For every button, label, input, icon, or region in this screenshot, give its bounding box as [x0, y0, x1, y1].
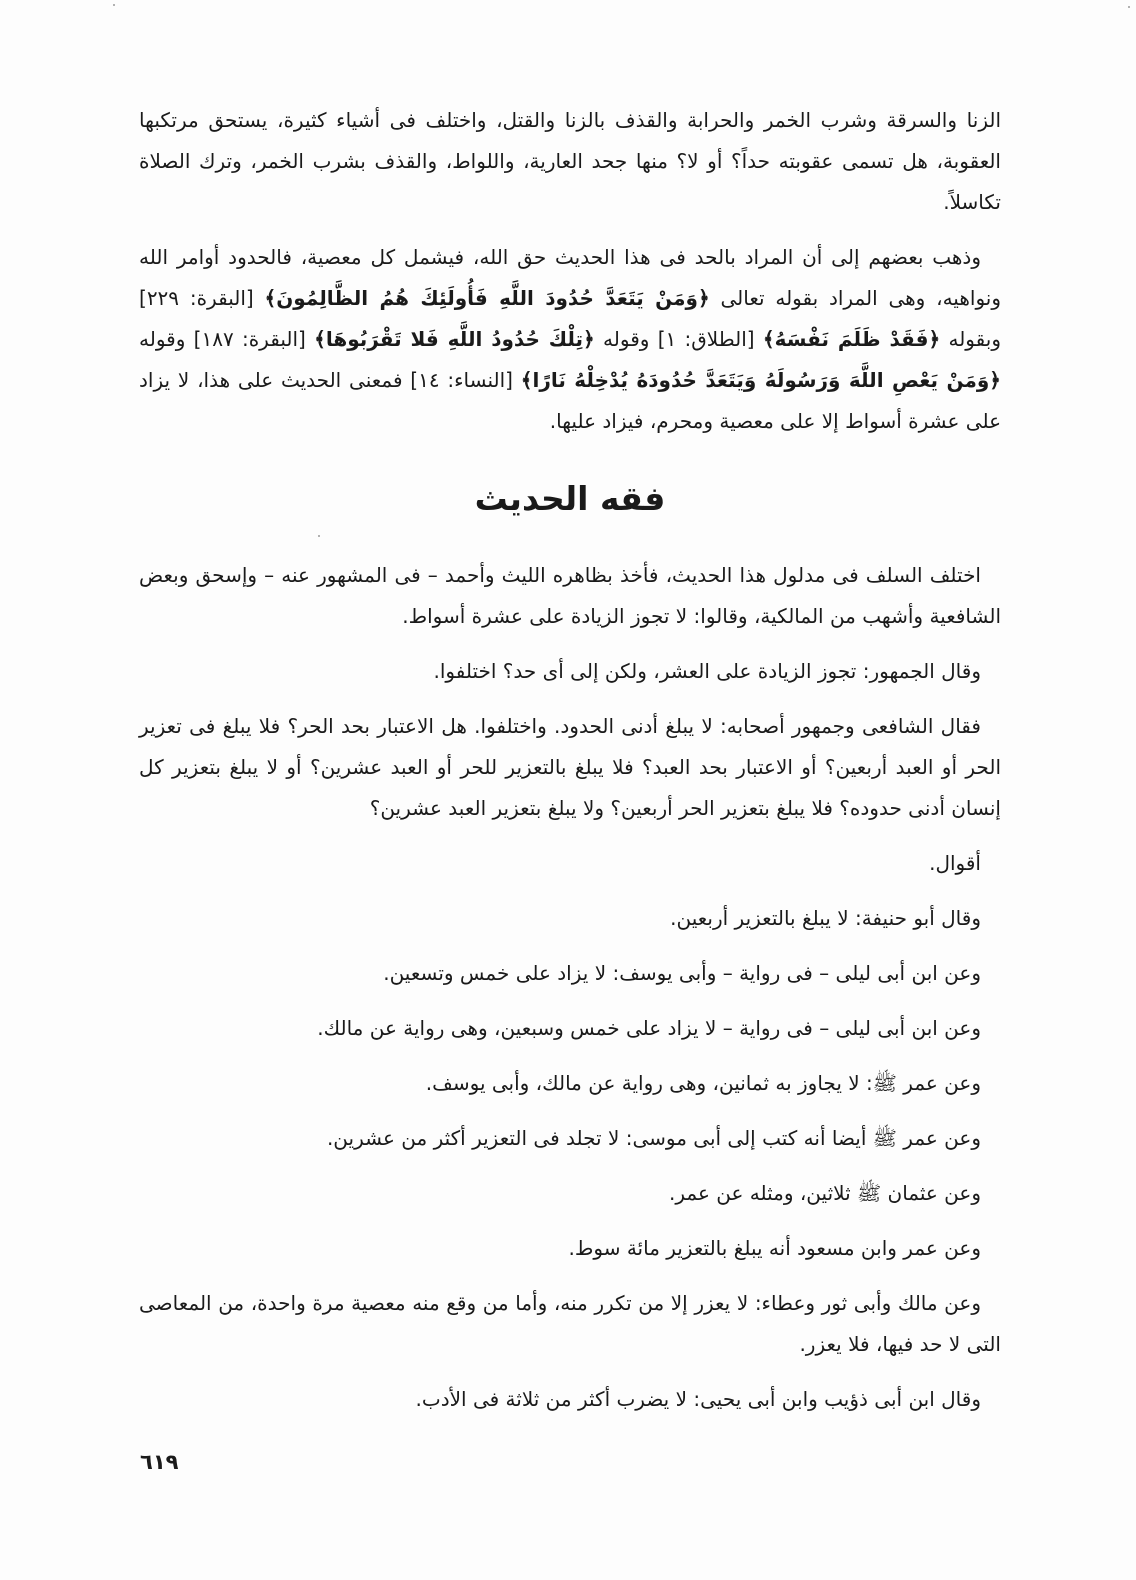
quran-verse: ﴿تِلْكَ حُدُودُ اللَّهِ فَلا تَقْرَبُوهَا﴾ [314, 327, 595, 351]
intro-text: [الطلاق: ١] وقوله [594, 327, 763, 351]
fiqh-paragraph: وعن ابن أبى ليلى – فى رواية – وأبى يوسف: لا يزاد على خمس وتسعين. [383, 961, 981, 985]
scan-speck [1128, 6, 1130, 8]
fiqh-paragraph: وقال ابن أبى ذؤيب وابن أبى يحيى: لا يضرب أكثر من ثلاثة فى الأدب. [415, 1387, 981, 1411]
intro-paragraph-2 [139, 237, 1001, 442]
fiqh-paragraph: وعن عمر ﷺ أيضا أنه كتب إلى أبى موسى: لا تجلد فى التعزير أكثر من عشرين. [326, 1126, 981, 1150]
intro-text: [البقرة: ٢٢٩] وبقوله [139, 286, 1001, 351]
scan-speck [113, 4, 115, 6]
fiqh-paragraph: وعن ابن أبى ليلى – فى رواية – لا يزاد على خمس وسبعين، وهى رواية عن مالك. [317, 1016, 981, 1040]
fiqh-section [139, 555, 1001, 1434]
quran-verse: ﴿وَمَنْ يَعْصِ اللَّهَ وَرَسُولَهُ وَيَتَعَدَّ حُدُودَهُ يُدْخِلْهُ نَارًا﴾ [520, 368, 1001, 392]
page-number: ٦١٩ [140, 1450, 179, 1474]
intro-text: وذهب بعضهم إلى أن المراد بالحد فى هذا الحديث حق الله، فيشمل كل معصية، فالحدود أوامر الله ونواهيه، وهى المراد بقوله تعالى [139, 245, 1001, 310]
intro-text: [البقرة: ١٨٧] وقوله [139, 327, 315, 351]
section-heading: فقه الحديث [474, 479, 666, 518]
intro-text: [النساء: ١٤] فمعنى الحديث على هذا، لا يزاد على عشرة أسواط إلا على معصية ومحرم، فيزاد عليها. [139, 368, 1001, 433]
scan-speck [318, 535, 320, 537]
quran-verse: ﴿فَقَدْ ظَلَمَ نَفْسَهُ﴾ [762, 327, 941, 351]
fiqh-paragraph: وقال الجمهور: تجوز الزيادة على العشر، ولكن إلى أى حد؟ اختلفوا. [433, 659, 981, 683]
fiqh-paragraph: وعن مالك وأبى ثور وعطاء: لا يعزر إلا من تكرر منه، وأما من وقع منه معصية مرة واحدة، من المعاصى التى لا حد فيها، فلا يعزر. [139, 1291, 1001, 1356]
fiqh-paragraph: وعن عمر ﷺ: لا يجاوز به ثمانين، وهى رواية عن مالك، وأبى يوسف. [425, 1071, 981, 1095]
fiqh-paragraph: وقال أبو حنيفة: لا يبلغ بالتعزير أربعين. [670, 906, 981, 930]
fiqh-paragraph: وعن عثمان ﷺ ثلاثين، ومثله عن عمر. [668, 1181, 981, 1205]
fiqh-paragraph: أقوال. [929, 851, 981, 875]
fiqh-paragraph: فقال الشافعى وجمهور أصحابه: لا يبلغ أدنى الحدود. واختلفوا. هل الاعتبار بحد الحر؟ فلا يبلغ فى تعزير الحر أو العبد أربعين؟ أو الاعتبار بحد العبد؟ فلا يبلغ بالتعزير للحر أو العبد عشرين؟ أو لا يبلغ بتعزير كل إنسان أدنى حدوده؟ فلا يبلغ بتعزير الحر أربعين؟ ولا يبلغ بتعزير العبد عشرين؟ [139, 714, 1001, 820]
intro-paragraph-1: الزنا والسرقة وشرب الخمر والحرابة والقذف بالزنا والقتل، واختلف فى أشياء كثيرة، يستحق مرتكبها العقوبة، هل تسمى عقوبته حداً؟ أو لا؟ منها جحد العارية، واللواط، والقذف بشرب الخمر، وترك الصلاة تكاسلاً. [139, 108, 1001, 214]
intro-section [139, 100, 1001, 456]
fiqh-paragraph: اختلف السلف فى مدلول هذا الحديث، فأخذ بظاهره الليث وأحمد – فى المشهور عنه – وإسحق وبعض الشافعية وأشهب من المالكية، وقالوا: لا تجوز الزيادة على عشرة أسواط. [139, 563, 1001, 628]
fiqh-paragraph: وعن عمر وابن مسعود أنه يبلغ بالتعزير مائة سوط. [568, 1236, 981, 1260]
quran-verse: ﴿وَمَنْ يَتَعَدَّ حُدُودَ اللَّهِ فَأُولَئِكَ هُمُ الظَّالِمُونَ﴾ [264, 286, 710, 310]
